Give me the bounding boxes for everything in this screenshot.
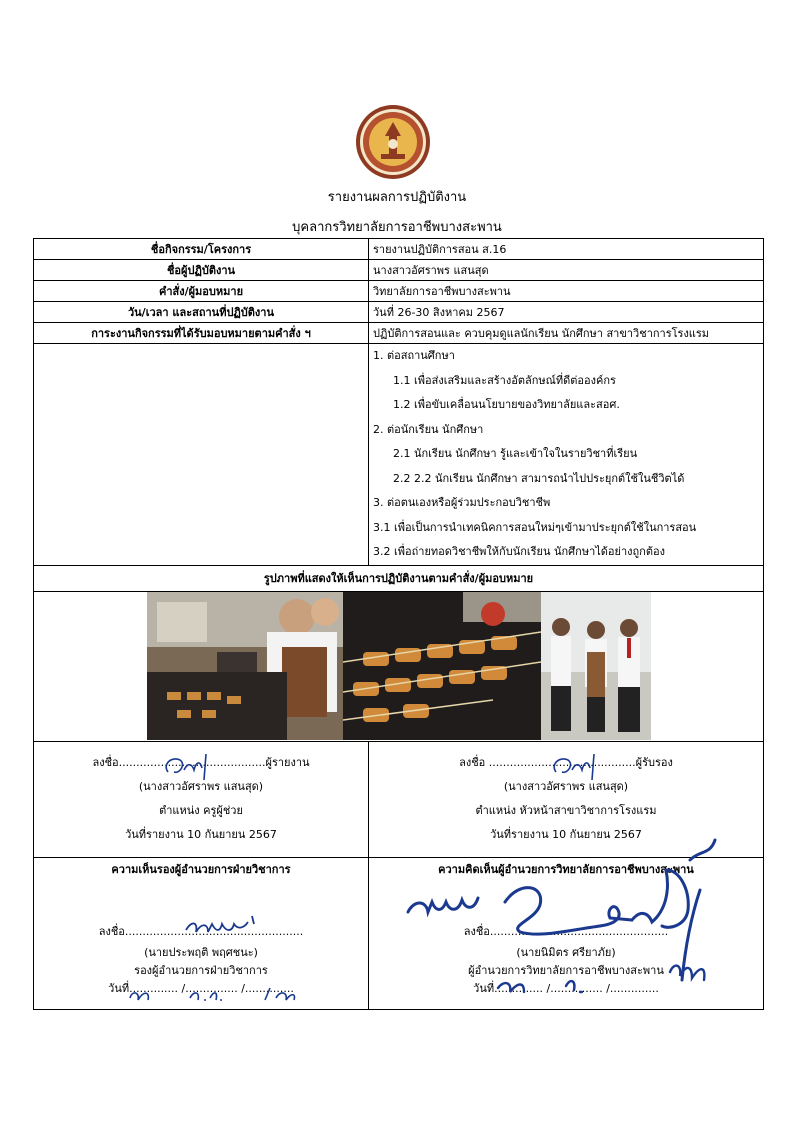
college-seal-logo [355,104,431,180]
info-label: การะงานกิจกรรมที่ได้รับมอบหมายตามคำสั่ง ฯ [34,323,369,344]
signature-row [34,741,764,857]
goal-item: 2.2 2.2 นักเรียน นักศึกษา สามารถนำไปประยุกต์ใช้ในชีวิตได้ [393,471,685,485]
info-label: วัน/เวลา และสถานที่ปฏิบัติงาน [34,302,369,323]
date-dots: .............. /............... /.............. [494,981,659,995]
sign-prefix: ลงชื่อ [92,756,119,769]
info-row [34,323,764,344]
opinion-title: ความเห็นรองผู้อำนวยการฝ่ายวิชาการ [111,862,291,876]
info-row [34,239,764,260]
info-value: รายงานปฏิบัติการสอน ส.16 [369,239,764,260]
opinion-title: ความคิดเห็นผู้อำนวยการวิทยาลัยการอาชีพบางสะพาน [438,862,694,876]
report-date: วันที่รายงาน 10 กันยายน 2567 [490,828,642,841]
report-table [33,238,764,1010]
info-value: วิทยาลัยการอาชีพบางสะพาน [369,281,764,302]
photo-title-row [34,565,764,591]
photo-strip [34,592,763,740]
reporter-signature-block [34,741,369,857]
goals-row [34,344,764,566]
signer-position: ผู้อำนวยการวิทยาลัยการอาชีพบางสะพาน [468,963,664,977]
info-label: ชื่อผู้ปฏิบัติงาน [34,260,369,281]
goal-item: 1. ต่อสถานศึกษา [373,349,455,362]
photo-row [34,591,764,741]
goal-item: 3.1 เพื่อเป็นการนำเทคนิคการสอนใหม่ๆเข้ามาประยุกต์ใช้ในการสอน [373,520,697,534]
goal-item: 2.1 นักเรียน นักศึกษา รู้และเข้าใจในรายวิชาที่เรียน [393,447,638,460]
info-label: ชื่อกิจกรรม/โครงการ [34,239,369,260]
date-dots: .............. /............... /.............. [129,981,294,995]
report-title: รายงานผลการปฏิบัติงาน [327,190,467,205]
sign-dots: .......................................... [485,756,636,769]
opinion-row [34,857,764,1009]
goal-item: 1.1 เพื่อส่งเสริมและสร้างอัตลักษณ์ที่ดีต่อองค์กร [393,373,616,387]
director-opinion-block [369,857,764,1009]
info-value: นางสาวอัศราพร แสนสุด [369,260,764,281]
role-label: ผู้รายงาน [265,756,310,769]
sign-prefix: ลงชื่อ [463,924,490,938]
sign-dots: ................................................... [124,924,304,938]
certifier-signature-block [369,741,764,857]
sign-prefix: ลงชื่อ [459,756,486,769]
signer-name: (นางสาวอัศราพร แสนสุด) [503,780,629,793]
signer-name: (นายนิมิตร ศรียาภัย) [516,945,616,959]
signer-position: ตำแหน่ง หัวหน้าสาขาวิชาการโรงแรม [475,804,657,817]
info-label: คำสั่ง/ผู้มอบหมาย [34,281,369,302]
goal-item: 3.2 เพื่อถ่ายทอดวิชาชีพให้กับนักเรียน นักศึกษาได้อย่างถูกต้อง [373,545,665,558]
sign-dots: .......................................... [118,756,266,769]
info-row [34,281,764,302]
goal-item: 2. ต่อนักเรียน นักศึกษา [373,422,484,436]
signer-name: (นายประพฤติ พฤศชนะ) [144,945,258,959]
report-date: วันที่รายงาน 10 กันยายน 2567 [125,828,277,841]
date-prefix: วันที่ [108,981,130,995]
sign-dots: ................................................... [489,924,669,938]
info-row [34,302,764,323]
goals-empty-cell [34,344,369,566]
signer-position: ตำแหน่ง ครูผู้ช่วย [159,804,243,817]
role-label: ผู้รับรอง [635,756,673,769]
info-value: ปฏิบัติการสอนและ ควบคุมดูแลนักเรียน นักศึกษา สาขาวิชาการโรงแรม [369,323,764,344]
info-value: วันที่ 26-30 สิงหาคม 2567 [369,302,764,323]
photo-section-title: รูปภาพที่แสดงให้เห็นการปฏิบัติงานตามคำสั่ง/ผู้มอบหมาย [34,565,764,591]
signer-position: รองผู้อำนวยการฝ่ายวิชาการ [134,963,268,977]
goal-item: 1.2 เพื่อขับเคลื่อนนโยบายของวิทยาลัยและสอศ. [393,398,620,411]
goals-list [369,344,764,566]
academic-opinion-block [34,857,369,1009]
photo-grilled-pork-skewers [343,592,541,740]
goal-item: 3. ต่อตนเองหรือผู้ร่วมประกอบวิชาชีพ [373,496,551,509]
date-prefix: วันที่ [473,981,495,995]
info-row [34,260,764,281]
photo-students-posing [541,592,651,740]
sign-prefix: ลงชื่อ [98,924,125,938]
signer-name: (นางสาวอัศราพร แสนสุด) [138,780,264,793]
photo-students-grilling [147,592,343,740]
report-subtitle: บุคลากรวิทยาลัยการอาชีพบางสะพาน [292,220,502,235]
